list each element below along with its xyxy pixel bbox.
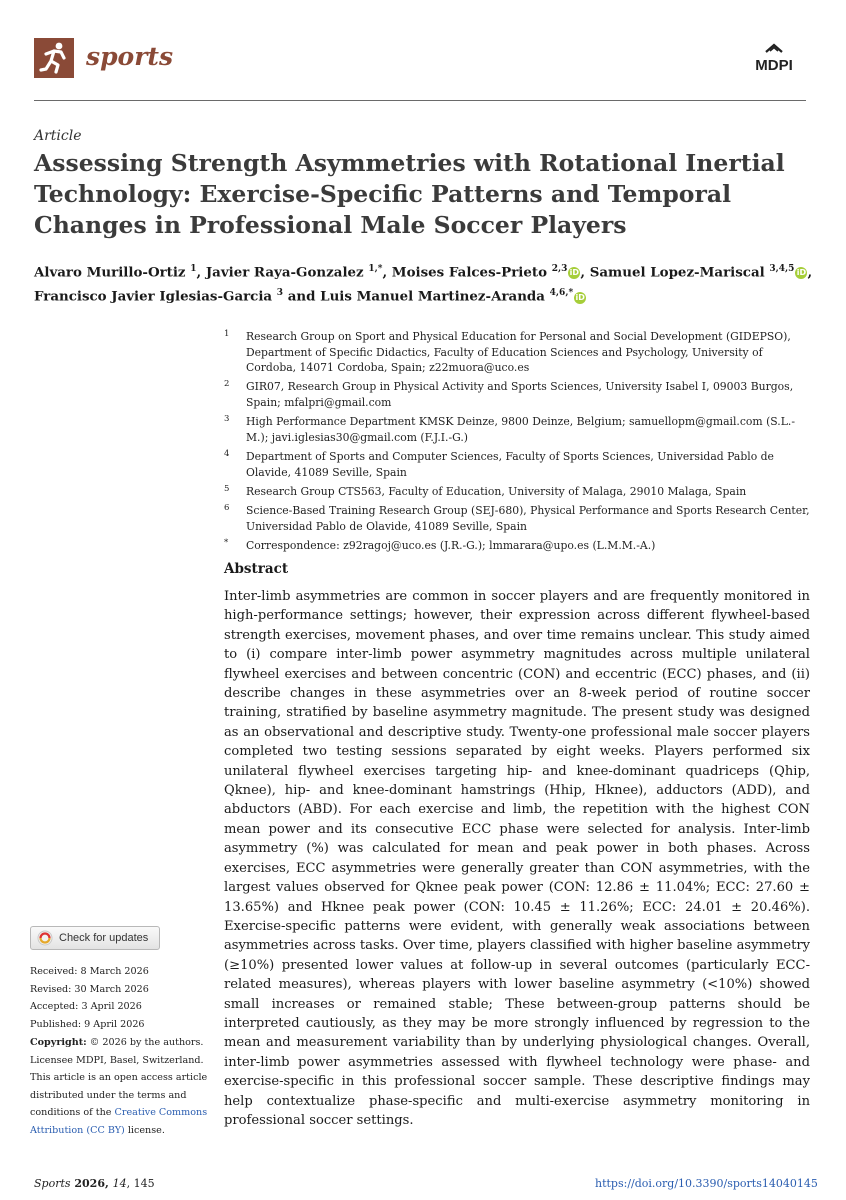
affiliation-mark: 4 [224, 448, 230, 459]
footer-volume: 14 [112, 1177, 127, 1190]
affiliation-text: High Performance Department KMSK Deinze, 9800 Deinze, Belgium; samuellopm@gmail.com (S.L.-M.); javi.iglesias30@gmail.com (F.J.I.-G.) [246, 415, 795, 444]
affiliations-list [224, 329, 814, 557]
journal-name: sports [86, 42, 174, 71]
affiliation-text: Correspondence: z92ragoj@uco.es (J.R.-G.); lmmarara@upo.es (L.M.M.-A.) [246, 538, 656, 552]
affiliation-mark: 1 [224, 329, 230, 339]
footer-year: 2026, [70, 1177, 113, 1190]
author-affiliation-mark: 2,3 [551, 264, 568, 274]
author-separator: , [382, 264, 392, 281]
author-name: Luis Manuel Martinez-Aranda [320, 288, 545, 305]
mdpi-logo-text: MDPI [755, 57, 793, 74]
author-affiliation-mark: 3 [276, 288, 284, 299]
author-separator: , [807, 264, 813, 281]
check-updates-icon [37, 930, 53, 946]
affiliation-text: Research Group on Sport and Physical Education for Personal and Social Development (GIDEPSO), Department of Specific Didactics, Faculty of Education Sciences and Psychology, University of Cordoba, 14071 Cordoba, Spain; z22muora@uco.es [246, 330, 791, 375]
check-updates-label: Check for updates [59, 932, 149, 944]
affiliation-item [224, 484, 814, 500]
footer-journal: Sports [34, 1177, 71, 1190]
license-suffix: license. [124, 1124, 165, 1136]
affiliation-mark: 5 [224, 483, 230, 494]
affiliation-item [224, 329, 814, 376]
orcid-icon[interactable]: iD [575, 292, 585, 302]
affiliation-mark: 3 [224, 414, 230, 425]
affiliation-item [224, 503, 814, 534]
copyright-text: © 2026 by the authors. Licensee MDPI, Basel, Switzerland. This article is an open access article distributed under the terms and conditions of the [30, 1037, 208, 1118]
orcid-icon[interactable]: iD [569, 268, 580, 278]
author-name: Samuel Lopez-Mariscal [589, 264, 765, 281]
author-list [34, 259, 824, 308]
author-name: Javier Raya-Gonzalez [205, 264, 364, 281]
affiliation-mark: * [224, 537, 229, 548]
revised-date: Revised: 30 March 2026 [30, 983, 149, 995]
check-for-updates-button[interactable] [30, 926, 160, 950]
author-name: Moises Falces-Prieto [391, 264, 548, 281]
author-affiliation-mark: 1,* [368, 264, 383, 274]
affiliation-item [224, 414, 814, 445]
author-affiliation-mark: 1 [190, 264, 197, 274]
received-date: Received: 8 March 2026 [30, 966, 149, 977]
mdpi-logo [742, 42, 806, 78]
journal-logo [34, 38, 74, 78]
footer-citation [34, 1177, 155, 1190]
affiliation-text: GIR07, Research Group in Physical Activity and Sports Sciences, University Isabel I, 09003 Burgos, Spain; mfalpri@gmail.com [246, 380, 794, 409]
doi-link[interactable]: https://doi.org/10.3390/sports14040145 [595, 1177, 818, 1190]
author-name: Alvaro Murillo-Ortiz [34, 264, 186, 281]
author-name: Francisco Javier Iglesias-Garcia [34, 288, 273, 305]
affiliation-item [224, 379, 814, 410]
orcid-icon[interactable]: iD [796, 268, 807, 278]
footer-article-number: , 145 [126, 1177, 155, 1190]
author-separator: , [196, 264, 206, 281]
affiliation-text: Department of Sports and Computer Sciences, Faculty of Sports Sciences, Universidad Pablo de Olavide, 41089 Seville, Spain [246, 449, 774, 479]
affiliation-item [224, 538, 814, 554]
abstract-text: Inter-limb asymmetries are common in soccer players and are frequently monitored in high-performance settings; however, their expression across different flywheel-based strength exercises, movement phases, and over time remains unclear. This study aimed to (i) compare inter-limb power asymmetry magnitudes across multiple unilateral flywheel exercises and between concentric (CON) and eccentric (ECC) phases, and (ii) describe changes in these asymmetries over an 8-week period of routine soccer training, stratified by baseline asymmetry magnitude. The present study was designed as an observational and descriptive study. Twenty-one professional male soccer players completed two testing sessions separated by eight weeks. Players performed six unilateral flywheel exercises targeting hip- and knee-dominant quadriceps (Qhip, Qknee), hip- and knee-dominant hamstrings (Hhip, Hknee), adductors (ADD), and abductors (ABD). For each exercise and limb, the repetition with the highest CON mean power and its consecutive ECC phase were selected for analysis. Inter-limb asymmetry (%) was calculated for mean and peak power in both phases. Across exercises, ECC asymmetries were generally greater than CON asymmetries, with the largest values observed for Qknee peak power (CON: 12.86 ± 11.04%; ECC: 27.60 ± 13.65%) and Hknee peak power (CON: 10.45 ± 11.26%; ECC: 24.01 ± 20.46%). Exercise-specific patterns were evident, with generally weak associations between asymmetries across tasks. Over time, players classified with higher baseline asymmetry (≥10%) presented lower values at follow-up in several outcomes (particularly ECC-related measures), whereas players with lower baseline asymmetry (<10%) showed small increases or remained stable; These between-group patterns should be interpreted cautiously, as they may be more strongly influenced by regression to the mean and measurement variability than by underlying physiological changes. Overall, inter-limb power asymmetries assessed with flywheel technology were phase- and exercise-specific in this professional soccer sample. These descriptive findings may help contextualize phase-specific and multi-exercise asymmetry monitoring in professional soccer settings. [224, 589, 810, 1128]
article-title: Assessing Strength Asymmetries with Rotational Inertial Technology: Exercise-Specific Patterns and Temporal Changes in Professional Male Soccer Players [34, 149, 785, 239]
author-affiliation-mark: 3,4,5 [769, 264, 795, 274]
publication-dates [30, 963, 210, 1033]
copyright-label: Copyright: [30, 1037, 87, 1048]
affiliation-mark: 6 [224, 502, 230, 513]
published-date: Published: 9 April 2026 [30, 1018, 145, 1030]
affiliation-text: Science-Based Training Research Group (SEJ-680), Physical Performance and Sports Research Center, Universidad Pablo de Olavide, 41089 Seville, Spain [246, 503, 810, 533]
article-type: Article [34, 128, 82, 144]
author-affiliation-mark: 4,6,* [549, 288, 574, 299]
author-separator: and [283, 288, 321, 305]
affiliation-text: Research Group CTS563, Faculty of Education, University of Malaga, 29010 Malaga, Spain [246, 484, 747, 498]
author-separator: , [580, 264, 590, 281]
running-figure-icon [34, 38, 74, 78]
accepted-date: Accepted: 3 April 2026 [30, 1001, 142, 1012]
affiliation-item [224, 449, 814, 480]
copyright-notice [30, 1034, 210, 1139]
abstract-heading: Abstract [224, 561, 289, 577]
license-link[interactable]: Creative Commons Attribution (CC BY) [30, 1107, 208, 1136]
affiliation-mark: 2 [224, 379, 230, 390]
header-divider [34, 100, 806, 101]
